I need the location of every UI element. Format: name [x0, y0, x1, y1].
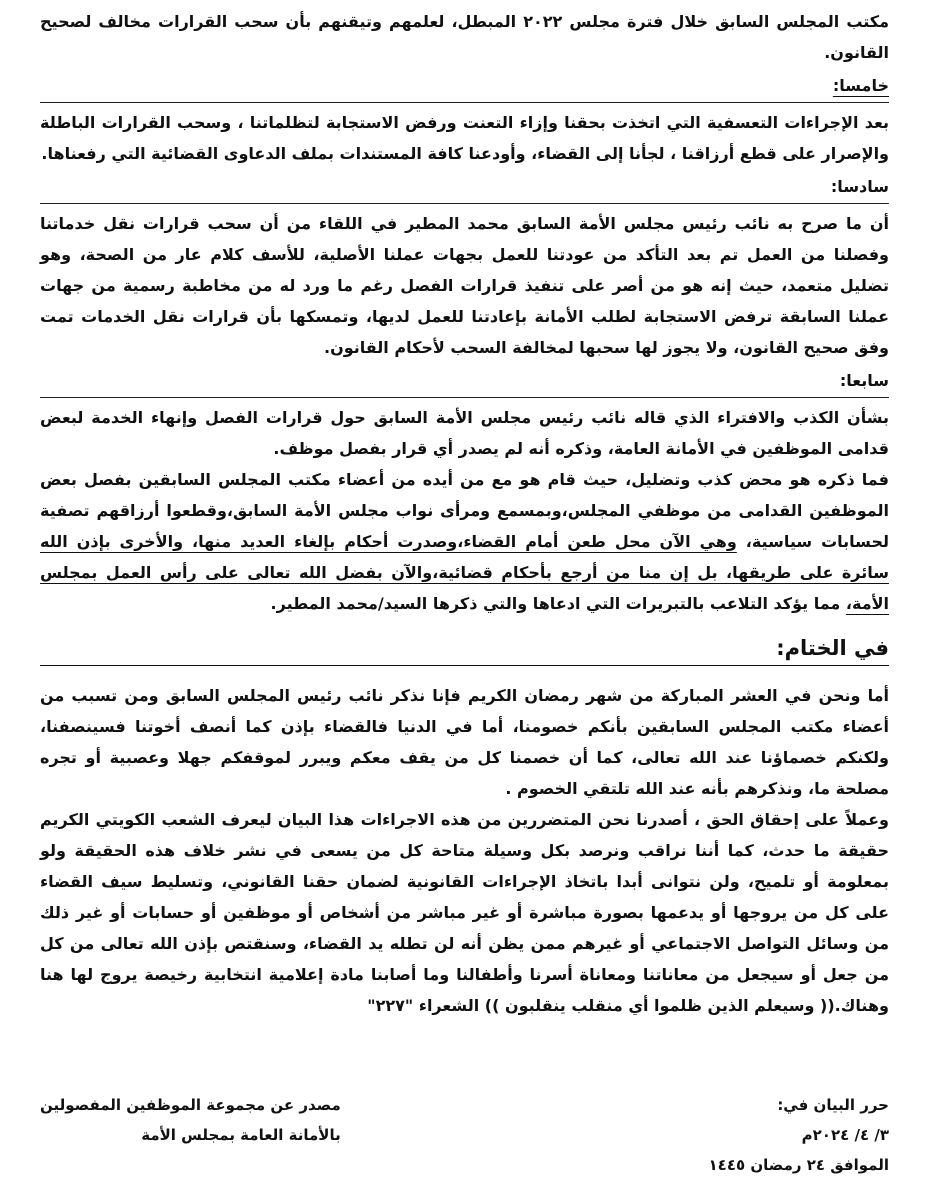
section-conclusion [40, 633, 889, 1021]
section-fifth [40, 72, 889, 169]
signature-block [40, 1090, 889, 1180]
section-heading: سابعا: [40, 367, 889, 398]
section-heading: سادسا: [40, 173, 889, 204]
section-body [40, 464, 889, 619]
conclusion-paragraph: وعملاً على إحقاق الحق ، أصدرنا نحن المتضررين من هذه الاجراءات هذا البيان ليعرف الشعب الكويتي الكريم حقيقة ما حدث، كما أننا نراقب ونرصد بكل وسيلة متاحة كل من يسعى في نشر خلاف هذه الحقيقة ولو بمعلومة أو تلميح، ولن نتوانى أبدا باتخاذ الإجراءات القانونية لضمان حقنا القانوني، وتسليط سيف القضاء على كل من يروجها أو يدعمها بصورة مباشرة أو غير مباشر من أشخاص أو موظفين أو حسابات أو غير ذلك من وسائل التواصل الاجتماعي أو غيرهم ممن يظن أنه لن تطله يد القضاء، وسنقتص بإذن الله تعالى من كل من جعل أو سيجعل من معاناتنا ومعاناة أسرنا وأطفالنا وما أصابنا مادة إعلامية انتخابية رخيصة يروج لها هنا وهناك.(( وسيعلم الذين ظلموا أي منقلب ينقلبون )) الشعراء "٢٢٧" [40, 810, 889, 1015]
issuer-line: مصدر عن مجموعة الموظفين المفصولين [40, 1096, 341, 1114]
section-sixth [40, 173, 889, 363]
underlined-text: وهي الآن محل طعن أمام القضاء،وصدرت أحكام بإلغاء العديد منها، والأخرى بإذن الله سائرة على طريقها، بل إن منا من أرجع بأحكام قضائية،والآن بفضل الله تعالى على رأس العمل بمجلس الأمة، [40, 532, 889, 613]
hijri-date: الموافق ٢٤ رمضان ١٤٤٥ [708, 1156, 889, 1174]
section-seventh [40, 367, 889, 619]
organization-line: بالأمانة العامة بمجلس الأمة [141, 1126, 341, 1144]
conclusion-paragraph: أما ونحن في العشر المباركة من شهر رمضان الكريم فإنا نذكر نائب رئيس المجلس السابق ومن تسبب من أعضاء مكتب المجلس السابقين بأنكم خصومنا، أما في الدنيا فالقضاء بإذن كما أنصف أخوتنا فسينصفنا، ولكنكم خصماؤنا عند الله تعالى، كما أن خصمنا كل من يقف معكم ويبرر لموقفكم جهلا وعصبية أو تجره مصلحة ما، ونذكرهم بأنه عند الله تلتقي الخصوم . [40, 686, 889, 798]
gregorian-date: ٣/ ٤/ ٢٠٢٤م [801, 1126, 889, 1144]
section-heading: خامسا: [40, 72, 889, 103]
date-block [709, 1090, 889, 1180]
written-label: حرر البيان في: [777, 1096, 889, 1114]
issuer-block [40, 1090, 341, 1180]
section-body: بشأن الكذب والافتراء الذي قاله نائب رئيس مجلس الأمة السابق حول قرارات الفصل وإنهاء الخدمة لبعض قدامى الموظفين في الأمانة العامة، وذكره أنه لم يصدر أي قرار بفصل موظف. [40, 408, 889, 458]
intro-continuation: مكتب المجلس السابق خلال فترة مجلس ٢٠٢٢ المبطل، لعلمهم وتيقنهم بأن سحب القرارات مخالف لصحيح القانون. [40, 12, 889, 62]
section-body: بعد الإجراءات التعسفية التي اتخذت بحقنا وإزاء التعنت ورفض الاستجابة لتظلماتنا ، وسحب القرارات الباطلة والإصرار على قطع أرزاقنا ، لجأنا إلى القضاء، وأودعنا كافة المستندات بملف الدعاوى القضائية التي رفعناها. [40, 113, 889, 163]
body-text: فما ذكره هو محض كذب وتضليل، حيث قام هو مع من أيده من أعضاء مكتب المجلس السابقين بفصل بعض الموظفين القدامى من موظفي المجلس،وبمسمع ومرأى نواب مجلس الأمة السابق،وقطعوا أرزاقهم تصفية لحسابات سياسية، [40, 470, 889, 551]
section-body: أن ما صرح به نائب رئيس مجلس الأمة السابق محمد المطير في اللقاء من أن سحب قرارات نقل خدماتنا وفصلنا من العمل تم بعد التأكد من عودتنا للعمل بجهات عملنا الأصلية، للأسف كلام عار من الصحة، وهو تضليل متعمد، حيث إنه هو من أصر على تنفيذ قرارات الفصل رغم ما ورد له من مخاطبة رسمية من جهات عملنا السابقة ترفض الاستجابة لطلب الأمانة بإعادتنا للعمل لديها، وتمسكها بأن قرارات نقل الخدمات تمت وفق صحيح القانون، ولا يجوز لها سحبها لمخالفة السحب لأحكام القانون. [40, 214, 889, 357]
conclusion-heading: في الختام: [40, 633, 889, 666]
body-text: مما يؤكد التلاعب بالتبريرات التي ادعاها والتي ذكرها السيد/محمد المطير. [270, 594, 846, 613]
